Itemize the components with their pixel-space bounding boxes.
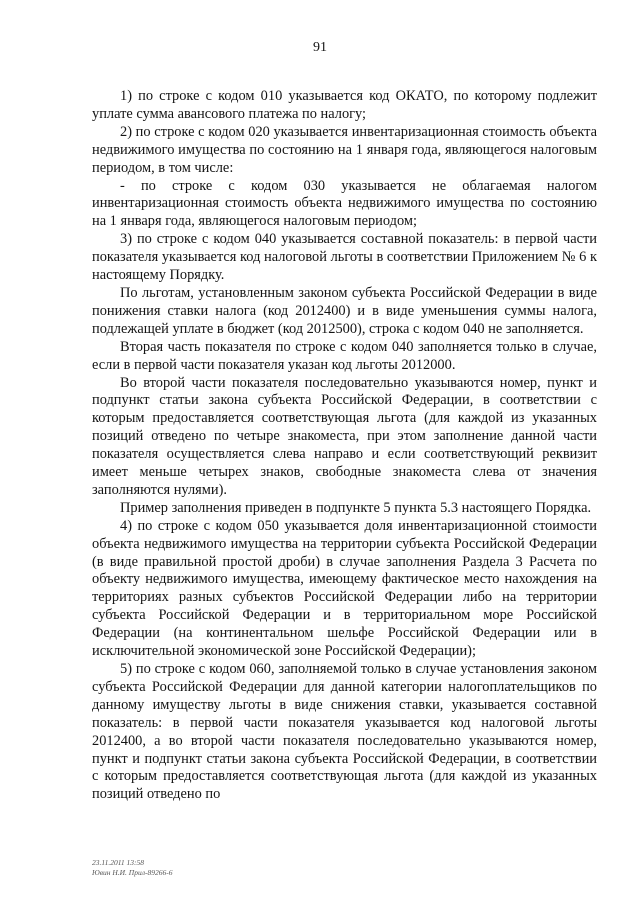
paragraph: 4) по строке с кодом 050 указывается доля инвентаризационной стоимости объекта недвижимого имущества на территории субъекта Российской Федерации (в виде правильной простой дроби) в случае заполнения Раздела 3 Расчета по объекту недвижимого имущества, имеющему фактическое место нахождения на территориях разных субъектов Российской Федерации либо на территории субъекта Российской Федерации и в территориальном море Российской Федерации (на континентальном шельфе Российской Федерации или в исключительной экономической зоне Российской Федерации);	[92, 517, 597, 660]
paragraph: Вторая часть показателя по строке с кодом 040 заполняется только в случае, если в первой части показателя указан код льготы 2012000.	[92, 338, 597, 373]
footer-document-id: Ювин Н.И. Прил-89266-6	[92, 868, 173, 877]
document-footer	[92, 858, 172, 878]
paragraph: Пример заполнения приведен в подпункте 5 пункта 5.3 настоящего Порядка.	[120, 499, 592, 516]
page-number: 91	[313, 40, 327, 55]
paragraph: 5) по строке с кодом 060, заполняемой только в случае установления законом субъекта Российской Федерации для данной категории налогоплательщиков по данному имуществу льготы в виде снижения ставки, указывается составной показатель: в первой части показателя указывается код налоговой льготы 2012400, а во второй части показателя последовательно указываются номер, пункт и подпункт статьи закона субъекта Российской Федерации, в соответствии с которым предоставляется соответствующая льгота (для каждой из указанных позиций отведено по	[92, 661, 597, 803]
document-body	[92, 88, 597, 804]
footer-timestamp: 23.11.2011 13:58	[92, 858, 145, 867]
paragraph: 2) по строке с кодом 020 указывается инвентаризационная стоимость объекта недвижимого имущества по состоянию на 1 января года, являющегося налоговым периодом, в том числе:	[92, 123, 597, 176]
paragraph: По льготам, установленным законом субъекта Российской Федерации в виде понижения ставки налога (код 2012400) и в виде уменьшения суммы налога, подлежащей уплате в бюджет (код 2012500), строка с кодом 040 не заполняется.	[92, 284, 597, 337]
paragraph: 3) по строке с кодом 040 указывается составной показатель: в первой части показателя указывается код налоговой льготы в соответствии Приложением № 6 к настоящему Порядку.	[92, 231, 597, 284]
paragraph: Во второй части показателя последовательно указываются номер, пункт и подпункт статьи закона субъекта Российской Федерации, в соответствии с которым предоставляется соответствующая льгота (для каждой из указанных позиций отведено по четыре знакоместа, при этом заполнение данной части показателя осуществляется слева направо и если соответствующий реквизит имеет меньше четырех знаков, свободные знакоместа слева от значения заполняются нулями).	[92, 374, 597, 498]
paragraph: 1) по строке с кодом 010 указывается код ОКАТО, по которому подлежит уплате сумма авансового платежа по налогу;	[92, 88, 597, 122]
paragraph: - по строке с кодом 030 указывается не облагаемая налогом инвентаризационная стоимость объекта недвижимого имущества по состоянию на 1 января года, являющегося налоговым периодом;	[92, 177, 597, 230]
